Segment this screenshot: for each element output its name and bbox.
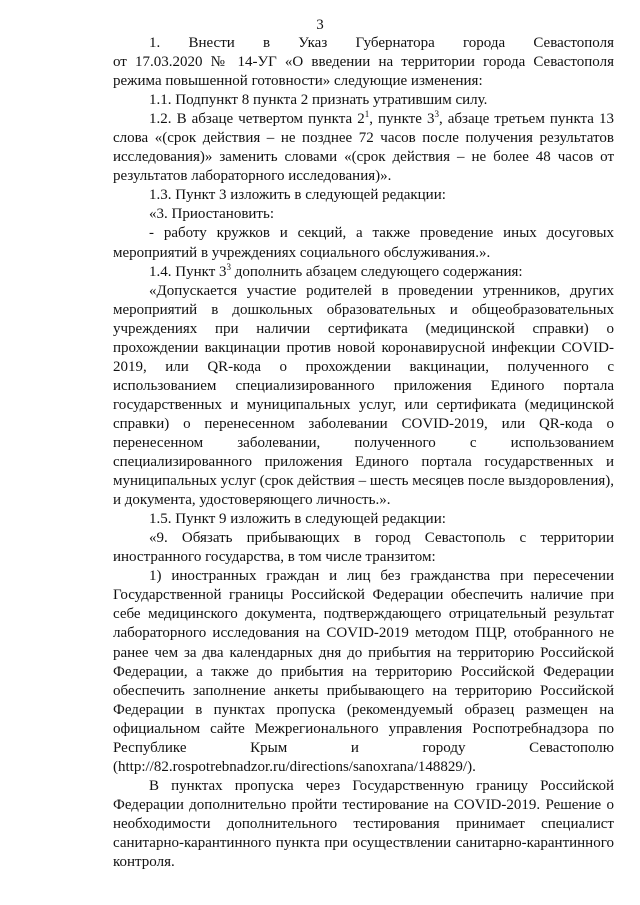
paragraph-suspend-item: - работу кружков и секций, а также проведение иных досуговых мероприятий в учреждениях социального обслуживания.». <box>113 225 614 261</box>
paragraph-1-2 <box>113 110 614 186</box>
paragraph-1-1: 1.1. Подпункт 8 пункта 2 признать утратившим силу. <box>149 92 488 109</box>
paragraph-1-4 <box>113 263 614 282</box>
paragraph-1-4-text-b: дополнить абзацем следующего содержания: <box>231 263 523 280</box>
paragraph-1-5: 1.5. Пункт 9 изложить в следующей редакции: <box>149 511 446 528</box>
paragraph-1-4-text-a: 1.4. Пункт 3 <box>149 263 227 280</box>
superscript-2: 3 <box>434 109 439 120</box>
paragraph-border-testing: В пунктах пропуска через Государственную границу Российской Федерации дополнительно пройти тестирование на COVID-2019. Решение о необходимости дополнительного тестирования принимает специалист санитарно-карантинного пункта при осуществлении санитарно-карантинного контроля. <box>113 777 614 871</box>
superscript-3: 3 <box>226 261 232 272</box>
paragraph-9-item-1-link: (http://82.rospotrebnadzor.ru/directions/sanoxrana/148829/). <box>113 758 476 775</box>
paragraph-1-continuation: от 17.03.2020 № 14-УГ «О введении на территории города Севастополя режима повышенной готовности» следующие изменения: <box>113 54 614 90</box>
paragraph-suspend: «3. Приостановить: <box>149 206 274 223</box>
paragraph-1-first-line: 1. Внести в Указ Губернатора города Севастополя <box>149 35 614 51</box>
paragraph-1-3: 1.3. Пункт 3 изложить в следующей редакции: <box>149 187 446 204</box>
paragraph-1-2-text-a: 1.2. В абзаце четвертом пункта 2 <box>149 111 365 128</box>
paragraph-9-item-1: 1) иностранных граждан и лиц без гражданства при пересечении Государственной границы Российской Федерации обеспечить наличие при себе медицинского документа, подтверждающего отрицательный результат лабораторного исследования на COVID-2019 методом ПЦР, отобранного не ранее чем за два календарных дня до прибытия на территорию Российской Федерации, а также до прибытия на территорию Российской Федерации обеспечить заполнение анкеты прибывающего на территорию Российской Федерации в пунктах пропуска (рекомендуемый образец размещен на официальном сайте Межрегионального управления Роспотребнадзора по Республике Крым и городу Севастополю <box>113 568 614 756</box>
paragraph-parents-participation: «Допускается участие родителей в проведении утренников, других мероприятий в дошкольных образовательных и общеобразовательных учреждениях при наличии сертификата (медицинской справки) о прохождении вакцинации против новой коронавирусной инфекции COVID-2019, или QR-кода о прохождении вакцинации, полученного с использованием специализированного приложения Единого портала государственных и муниципальных услуг, или сертификата (медицинской справки) о перенесенном заболевании COVID-2019, или QR-кода о перенесенном заболевании, полученного с использованием специализированного приложения Единого портала государственных и муниципальных услуг (срок действия – шесть месяцев после выздоровления), и документа, удостоверяющего личность.». <box>113 282 614 509</box>
page-number: 3 <box>316 17 324 33</box>
paragraph-1-2-text-c: , абзаце третьем пункта 13 слова «(срок действия – не позднее 72 часов после получения результатов исследования)» заменить словами «(срок действия – не более 48 часов от результатов лабораторного исследования)». <box>113 111 614 185</box>
paragraph-1-2-text-b: , пункте 3 <box>369 111 435 128</box>
superscript-1: 1 <box>364 109 370 120</box>
document-body <box>113 34 614 872</box>
paragraph-9-obligation: «9. Обязать прибывающих в город Севастополь с территории иностранного государства, в том числе транзитом: <box>113 530 614 566</box>
